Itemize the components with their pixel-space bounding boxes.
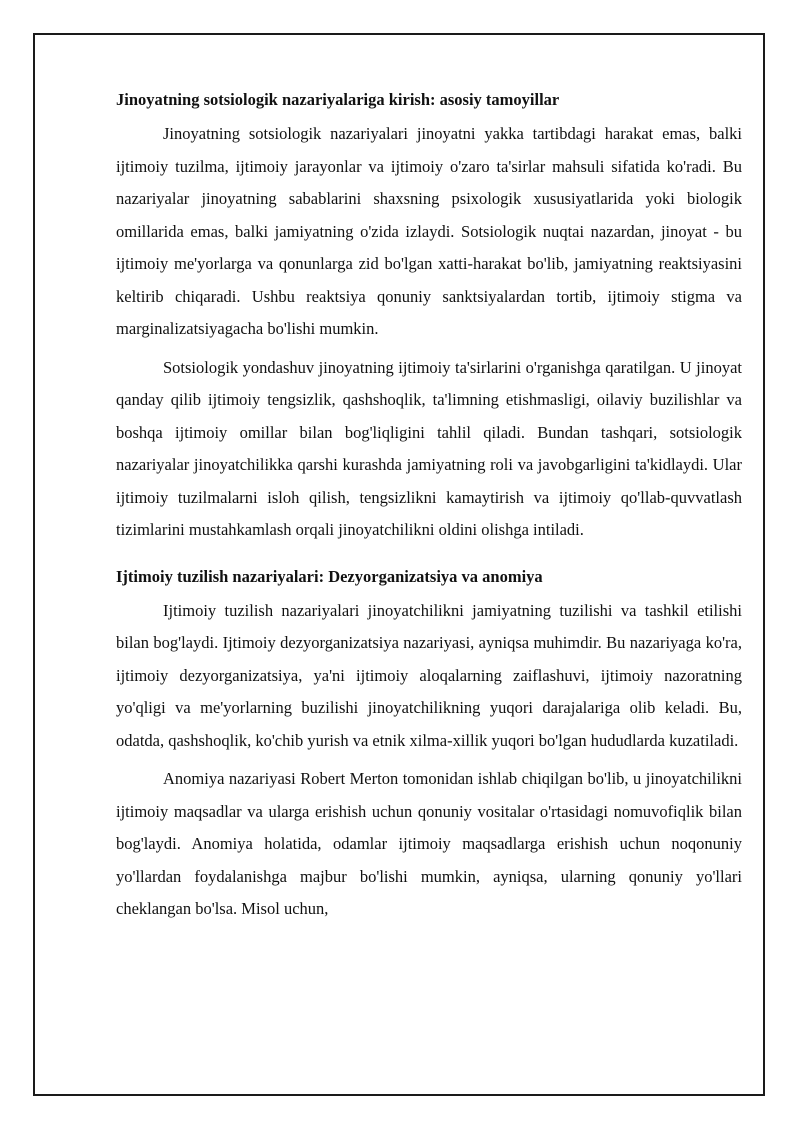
paragraph: Ijtimoiy tuzilish nazariyalari jinoyatchilikni jamiyatning tuzilishi va tashkil etilishi bilan bog'laydi. Ijtimoiy dezyorganizatsiya nazariyasi, ayniqsa muhimdir. Bu nazariyaga ko'ra, ijtimoiy dezyorganizatsiya, ya'ni ijtimoiy aloqalarning zaiflashuvi, ijtimoiy nazoratning yo'qligi va me'yorlarning buzilishi jinoyatchilikning yuqori darajalariga olib keladi. Bu, odatda, qashshoqlik, ko'chib yurish va etnik xilma-xillik yuqori bo'lgan hududlarda kuzatiladi.: [116, 600, 742, 750]
document-body: [116, 84, 742, 932]
section-heading-social-structure: Ijtimoiy tuzilish nazariyalari: Dezyorganizatsiya va anomiya: [116, 566, 543, 586]
paragraph: Jinoyatning sotsiologik nazariyalari jinoyatni yakka tartibdagi harakat emas, balki ijtimoiy tuzilma, ijtimoiy jarayonlar va ijtimoiy o'zaro ta'sirlar mahsuli sifatida ko'radi. Bu nazariyalar jinoyatning sabablarini shaxsning psixologik xususiyatlarida yoki biologik omillarida emas, balki jamiyatning o'zida izlaydi. Sotsiologik nuqtai nazardan, jinoyat - bu ijtimoiy me'yorlarga va qonunlarga zid bo'lgan xatti-harakat bo'lib, jamiyatning reaktsiyasini keltirib chiqaradi. Ushbu reaktsiya qonuniy sanktsiyalardan tortib, ijtimoiy stigma va marginalizatsiyagacha bo'lishi mumkin.: [116, 124, 742, 338]
paragraph: Sotsiologik yondashuv jinoyatning ijtimoiy ta'sirlarini o'rganishga qaratilgan. U jinoyat qanday qilib ijtimoiy tengsizlik, qashshoqlik, ta'limning etishmasligi, oilaviy buzilishlar va boshqa ijtimoiy omillar bilan bog'liqligini tahlil qiladi. Bundan tashqari, sotsiologik nazariyalar jinoyatchilikka qarshi kurashda jamiyatning roli va javobgarligini ta'kidlaydi. Ular ijtimoiy tuzilmalarni isloh qilish, tengsizlikni kamaytirish va ijtimoiy qo'llab-quvvatlash tizimlarini mustahkamlash orqali jinoyatchilikni oldini olishga intiladi.: [116, 357, 742, 539]
section-heading-intro: Jinoyatning sotsiologik nazariyalariga kirish: asosiy tamoyillar: [116, 90, 560, 109]
paragraph: Anomiya nazariyasi Robert Merton tomonidan ishlab chiqilgan bo'lib, u jinoyatchilikni ijtimoiy maqsadlar va ularga erishish uchun qonuniy vositalar o'rtasidagi nomuvofiqlik bilan bog'laydi. Anomiya holatida, odamlar ijtimoiy maqsadlarga erishish uchun noqonuniy yo'llardan foydalanishga majbur bo'lishi mumkin, ayniqsa, ularning qonuniy yo'llari cheklangan bo'lsa. Misol uchun,: [116, 769, 742, 918]
section-spacer: [116, 553, 742, 561]
